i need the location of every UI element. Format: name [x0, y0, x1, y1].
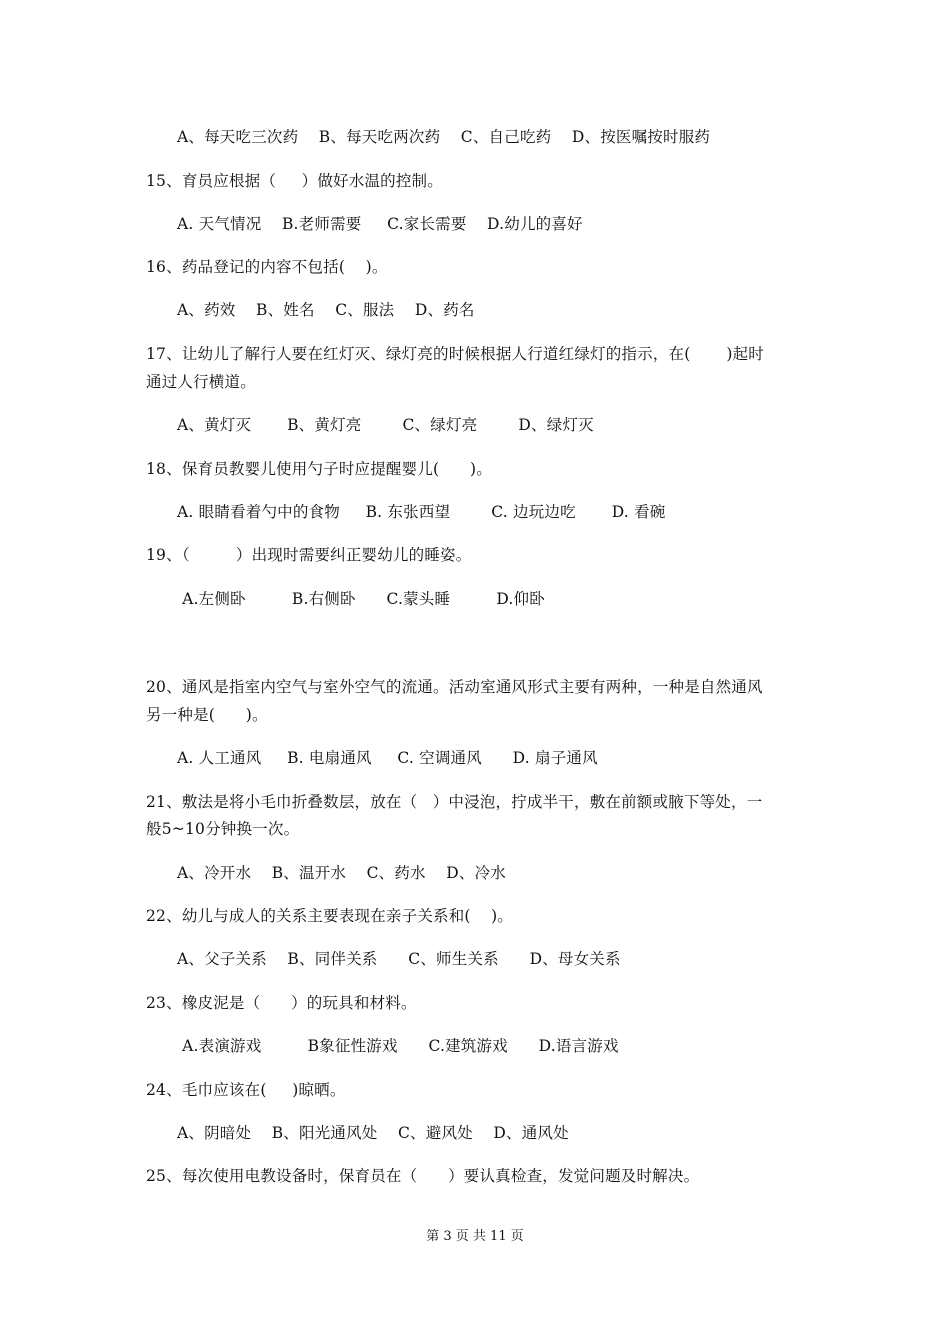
question-21-options: A、冷开水 B、温开水 C、药水 D、冷水	[177, 864, 506, 882]
question-19: 19、（ ）出现时需要纠正婴幼儿的睡姿。	[146, 546, 472, 564]
question-21: 21、敷法是将小毛巾折叠数层，放在（ ）中浸泡，拧成半干，敷在前额或腋下等处，一	[146, 793, 763, 811]
question-17-continuation: 通过人行横道。	[146, 373, 256, 391]
question-22: 22、幼儿与成人的关系主要表现在亲子关系和( )。	[146, 907, 514, 925]
page-footer: 第 3 页 共 11 页	[426, 1229, 524, 1244]
question-15: 15、育员应根据（ ）做好水温的控制。	[146, 172, 443, 190]
question-24: 24、毛巾应该在( )晾晒。	[146, 1081, 346, 1099]
question-17-options: A、黄灯灭 B、黄灯亮 C、绿灯亮 D、绿灯灭	[177, 416, 594, 434]
question-16: 16、药品登记的内容不包括( )。	[146, 258, 388, 276]
question-15-options: A. 天气情况 B.老师需要 C.家长需要 D.幼儿的喜好	[177, 215, 583, 233]
question-20: 20、通风是指室内空气与室外空气的流通。活动室通风形式主要有两种，一种是自然通风	[146, 678, 763, 696]
question-25: 25、每次使用电教设备时，保育员在（ ）要认真检查，发觉问题及时解决。	[146, 1167, 700, 1185]
question-18: 18、保育员教婴儿使用勺子时应提醒婴儿( )。	[146, 460, 492, 478]
question-20-continuation: 另一种是( )。	[146, 706, 268, 724]
question-23: 23、橡皮泥是（ ）的玩具和材料。	[146, 994, 417, 1012]
question-18-options: A. 眼睛看着勺中的食物 B. 东张西望 C. 边玩边吃 D. 看碗	[177, 503, 666, 521]
question-22-options: A、父子关系 B、同伴关系 C、师生关系 D、母女关系	[177, 950, 621, 968]
question-23-options: A.表演游戏 B象征性游戏 C.建筑游戏 D.语言游戏	[177, 1037, 619, 1055]
question-20-options: A. 人工通风 B. 电扇通风 C. 空调通风 D. 扇子通风	[177, 749, 598, 767]
question-14-options: A、每天吃三次药 B、每天吃两次药 C、自己吃药 D、按医嘱按时服药	[177, 128, 711, 146]
question-16-options: A、药效 B、姓名 C、服法 D、药名	[177, 301, 475, 319]
question-24-options: A、阴暗处 B、阳光通风处 C、避风处 D、通风处	[177, 1124, 569, 1142]
question-21-continuation: 般5~10分钟换一次。	[146, 820, 300, 838]
question-17: 17、让幼儿了解行人要在红灯灭、绿灯亮的时候根据人行道红绿灯的指示，在( )起时	[146, 345, 765, 363]
question-19-options: A.左侧卧 B.右侧卧 C.蒙头睡 D.仰卧	[177, 590, 545, 608]
